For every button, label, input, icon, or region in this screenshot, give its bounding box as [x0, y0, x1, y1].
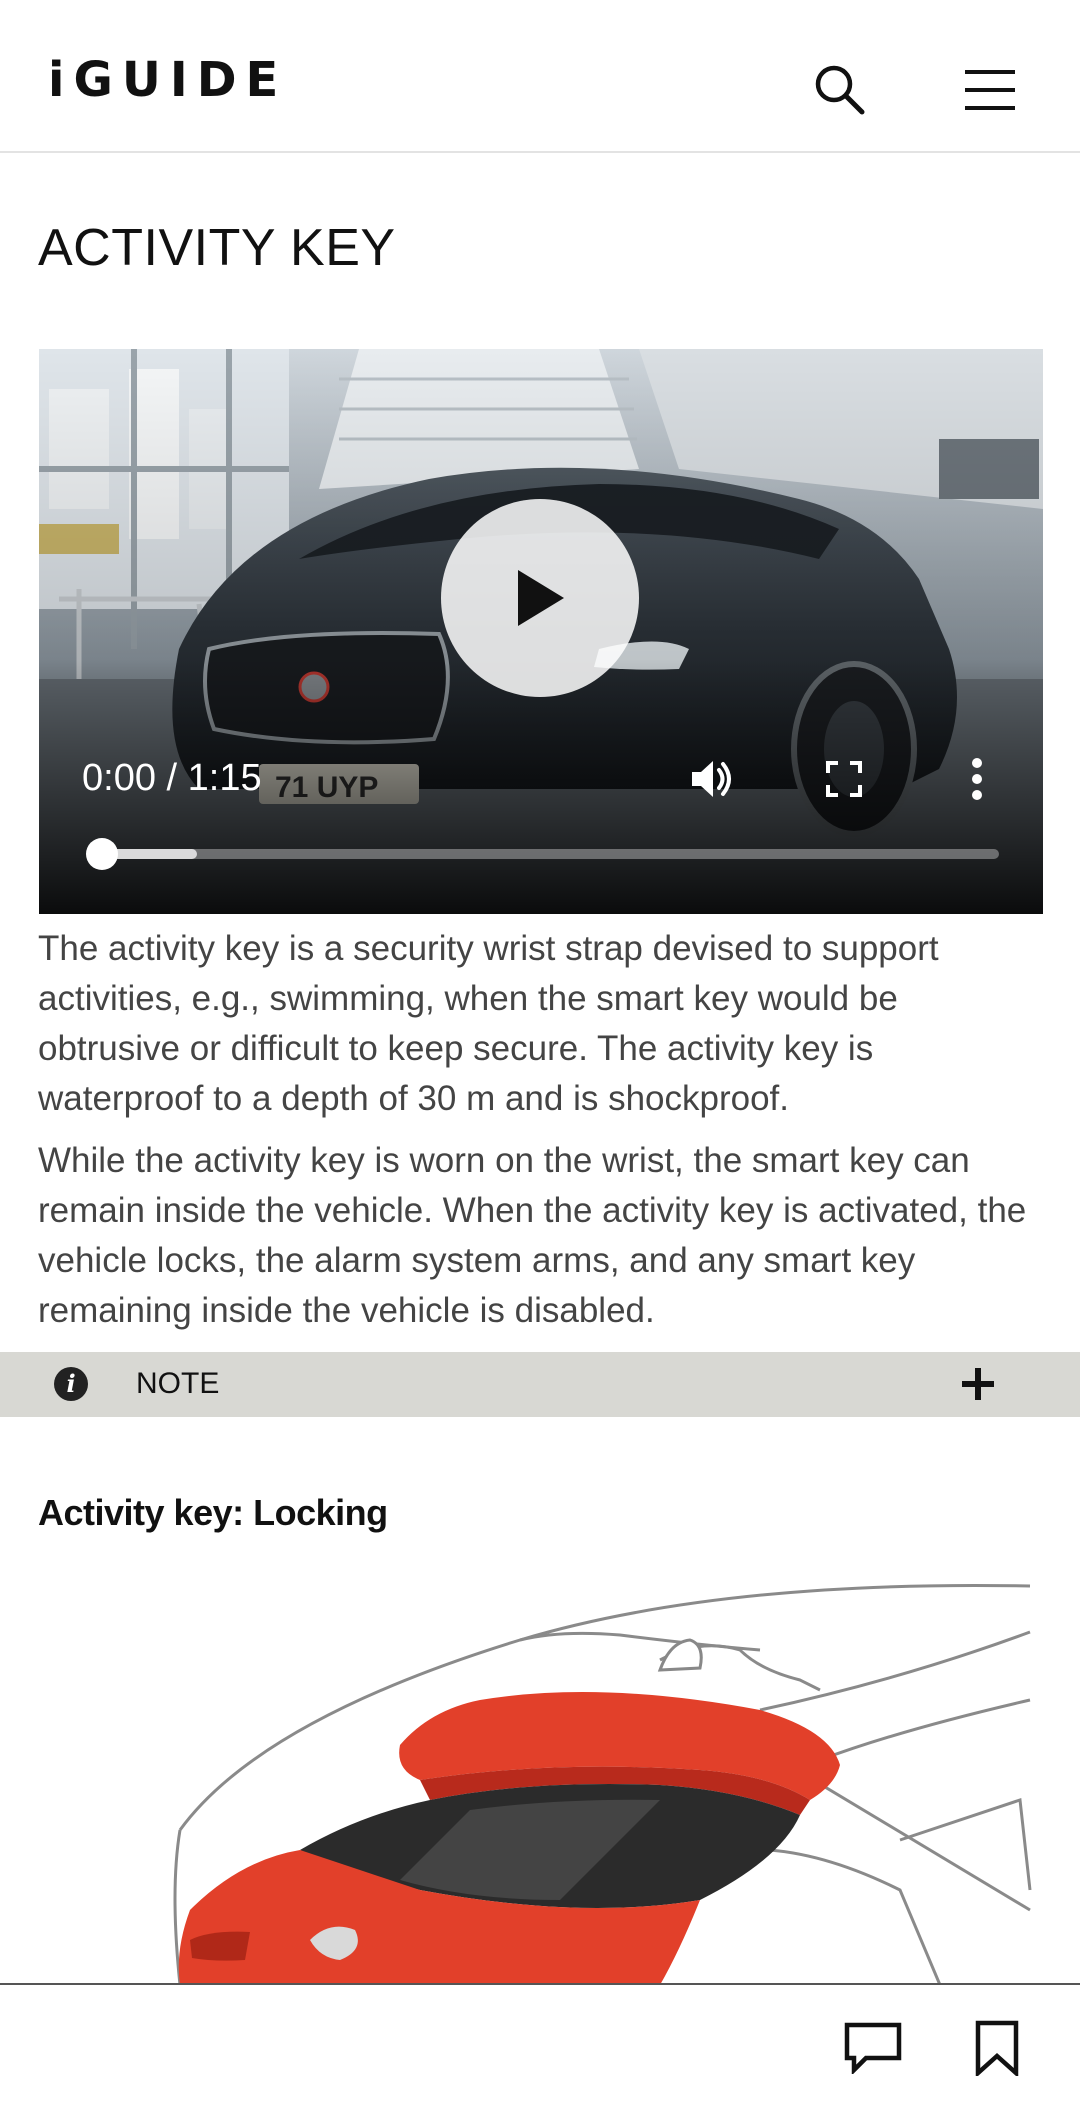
bookmark-button[interactable] — [962, 2013, 1032, 2083]
bookmark-icon — [975, 2020, 1019, 2076]
note-label: NOTE — [136, 1367, 220, 1400]
video-progress-bar[interactable] — [98, 849, 999, 859]
video-more-options-button[interactable] — [947, 749, 1007, 809]
fullscreen-icon — [826, 761, 862, 797]
description-paragraph-2: While the activity key is worn on the wrist, the smart key can remain inside the vehicle. When the activity key is activated, the vehicle locks, the alarm system arms, and any smart key remaining inside the vehicle is disabled. — [38, 1141, 1027, 1330]
video-player[interactable] — [39, 349, 1043, 914]
video-scrubber-knob[interactable] — [86, 838, 118, 870]
fullscreen-button[interactable] — [814, 749, 874, 809]
volume-button[interactable] — [682, 749, 742, 809]
description-paragraph-1: The activity key is a security wrist strap devised to support activities, e.g., swimming, when the smart key would be obtrusive or difficult to keep secure. The activity key is waterproof to a depth of 30 m and is shockproof. — [38, 929, 939, 1118]
locking-illustration — [0, 1560, 1080, 1985]
search-button[interactable] — [805, 55, 875, 125]
bottom-toolbar — [0, 1983, 1080, 2110]
play-button[interactable] — [441, 499, 639, 697]
feedback-chat-icon — [844, 2022, 902, 2074]
video-time-display: 0:00 / 1:15 — [82, 757, 262, 799]
page-title: ACTIVITY KEY — [38, 219, 396, 277]
plus-icon[interactable] — [958, 1364, 998, 1404]
play-icon — [510, 566, 570, 630]
volume-icon — [688, 755, 736, 803]
app-header — [0, 0, 1080, 153]
info-icon: i — [54, 1367, 88, 1401]
more-vert-icon — [970, 757, 984, 801]
section-title: Activity key: Locking — [38, 1492, 388, 1533]
hamburger-menu-icon — [963, 68, 1017, 112]
feedback-button[interactable] — [838, 2013, 908, 2083]
car-rear-illustration — [0, 1560, 1080, 1985]
search-icon — [812, 62, 868, 118]
menu-button[interactable] — [955, 55, 1025, 125]
iguide-logo[interactable]: iGUIDE — [48, 52, 288, 108]
note-expander[interactable] — [0, 1352, 1080, 1417]
